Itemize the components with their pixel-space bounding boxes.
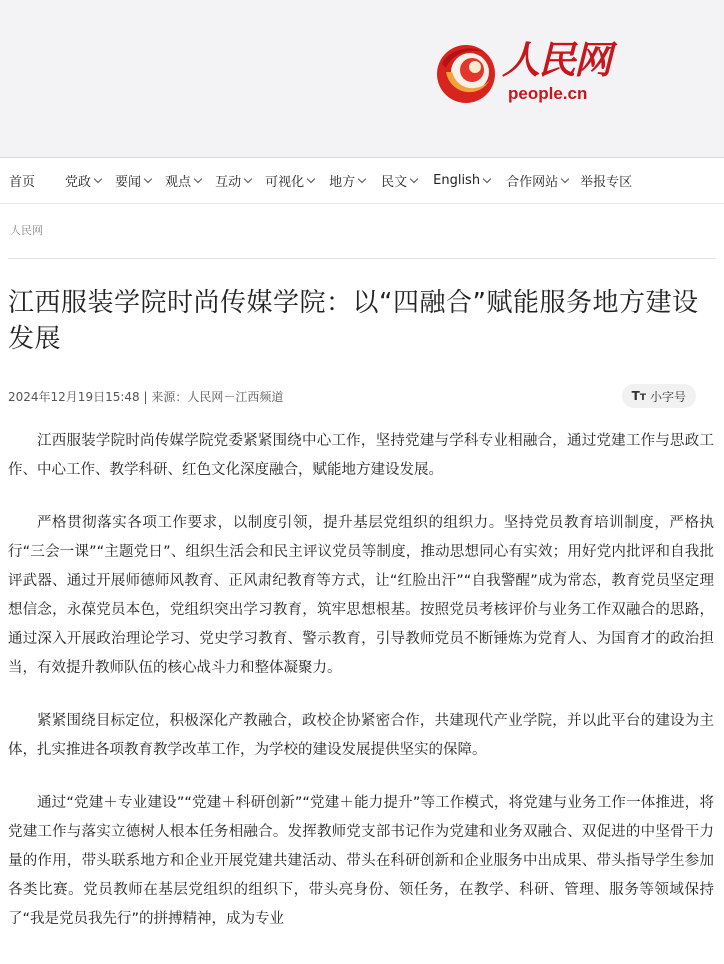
chevron-down-icon: [307, 175, 315, 183]
nav-item-news[interactable]: 要闻: [115, 158, 151, 204]
article-meta-row: [8, 383, 696, 409]
article-paragraph: 紧紧围绕目标定位，积极深化产教融合，政校企协紧密合作，共建现代产业学院，并以此平台的建设为主体，扎实推进各项教育教学改革工作，为学校的建设发展提供坚实的保障。: [8, 713, 714, 758]
font-size-toggle-label: 小字号: [649, 389, 686, 404]
chevron-down-icon: [410, 175, 418, 183]
nav-item-home[interactable]: 首页: [9, 175, 36, 190]
article-meta: 2024年12月19日15:48 | 来源：人民网－江西频道: [8, 389, 284, 404]
article-paragraph: 江西服装学院时尚传媒学院党委紧紧围绕中心工作，坚持党建与学科专业相融合，通过党建工作与思政工作、中心工作、教学科研、红色文化深度融合，赋能地方建设发展。: [8, 433, 714, 478]
people-cn-logo[interactable]: [434, 38, 614, 110]
font-size-toggle-button[interactable]: [622, 384, 696, 408]
breadcrumb[interactable]: 人民网: [10, 224, 43, 237]
font-size-icon: TT: [631, 389, 646, 403]
breadcrumb-bar: [0, 204, 724, 258]
chevron-down-icon: [144, 175, 152, 183]
article-paragraph: 严格贯彻落实各项工作要求，以制度引领，提升基层党组织的组织力。坚持党员教育培训制度，严格执行“三会一课”“主题党日”、组织生活会和民主评议党员等制度，推动思想同心有实效；用好党内批评和自我批评武器、通过开展师德师风教育、正风肃纪教育等方式，让“红脸出汗”“自我警醒”成为常态，教育党员坚定理想信念，永葆党员本色，党组织突出学习教育，筑牢思想根基。按照党员考核评价与业务工作双融合的思路，通过深入开展政治理论学习、党史学习教育、警示教育，引导教师党员不断锤炼为党育人、为国育才的政治担当，有效提升教师队伍的核心战斗力和整体凝聚力。: [8, 515, 714, 676]
chevron-down-icon: [194, 175, 202, 183]
nav-item-report[interactable]: 举报专区: [580, 175, 633, 190]
nav-item-opinion[interactable]: 观点: [165, 158, 201, 204]
nav-item-party-gov[interactable]: 党政: [65, 158, 101, 204]
chevron-down-icon: [94, 175, 102, 183]
chevron-down-icon: [483, 175, 491, 183]
nav-item-interact[interactable]: 互动: [215, 158, 251, 204]
nav-item-visual[interactable]: 可视化: [265, 158, 314, 204]
nav-item-partners[interactable]: 合作网站: [506, 158, 568, 204]
article-title: 江西服装学院时尚传媒学院：以“四融合”赋能服务地方建设发展: [8, 288, 699, 354]
nav-item-local[interactable]: 地方: [329, 158, 365, 204]
logo-emblem-icon: [434, 42, 498, 106]
article-paragraph: 通过“党建＋专业建设”“党建＋科研创新”“党建＋能力提升”等工作模式，将党建与业务工作一体推进，将党建工作与落实立德树人根本任务相融合。发挥教师党支部书记作为党建和业务双融合、双促进的中坚骨干力量的作用，带头联系地方和企业开展党建共建活动、带头在科研创新和企业服务中出成果、带头指导学生参加各类比赛。党员教师在基层党组织的组织下，带头亮身份、领任务，在教学、科研、管理、服务等领域保持了“我是党员我先行”的拼搏精神，成为专业: [8, 795, 714, 927]
main-nav: [0, 158, 724, 204]
chevron-down-icon: [244, 175, 252, 183]
site-header: [0, 0, 724, 158]
divider: [8, 258, 716, 259]
chevron-down-icon: [561, 175, 569, 183]
chevron-down-icon: [358, 175, 366, 183]
logo-domain-wordmark: people.cn: [508, 84, 588, 103]
article-body: [8, 427, 714, 934]
nav-item-minority[interactable]: 民文: [381, 158, 417, 204]
logo-chinese-wordmark: 人民网: [502, 37, 611, 82]
nav-item-english[interactable]: English: [433, 158, 490, 204]
